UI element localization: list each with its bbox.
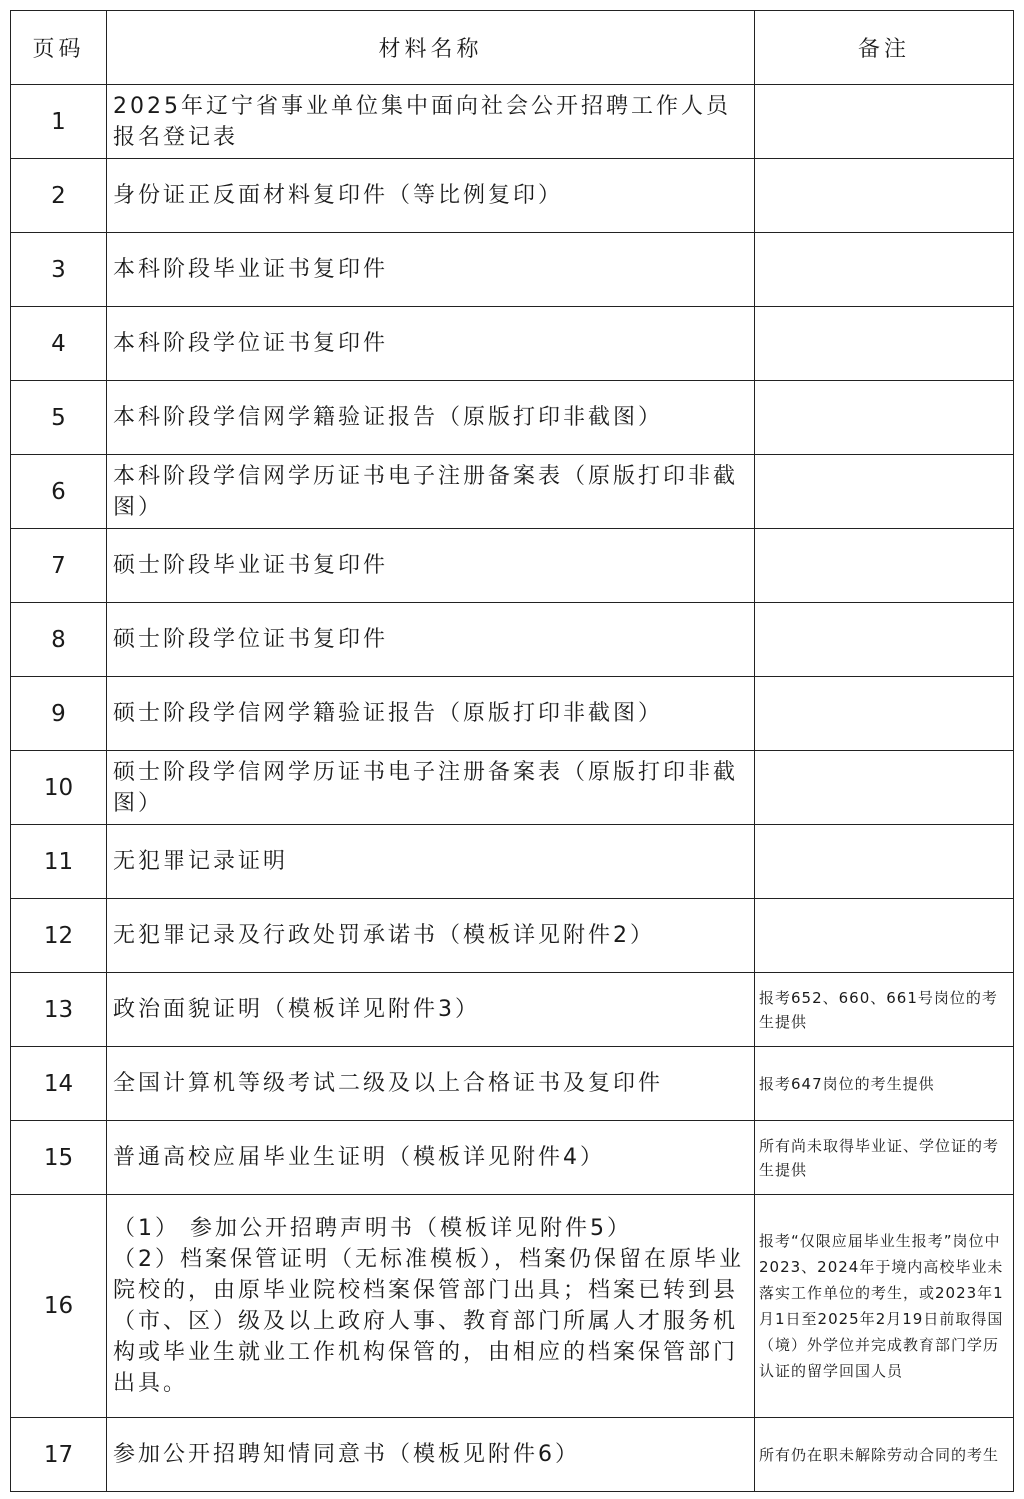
page-number-cell: 8 <box>11 603 107 677</box>
remark-cell: 报考647岗位的考生提供 <box>755 1047 1014 1121</box>
remark-cell <box>755 825 1014 899</box>
page-number-cell: 15 <box>11 1121 107 1195</box>
material-name-cell: 政治面貌证明（模板详见附件3） <box>107 973 755 1047</box>
page-number-cell: 7 <box>11 529 107 603</box>
page-number-cell: 12 <box>11 899 107 973</box>
material-name-cell: 无犯罪记录及行政处罚承诺书（模板详见附件2） <box>107 899 755 973</box>
header-row <box>11 11 1014 85</box>
material-name-cell: 身份证正反面材料复印件（等比例复印） <box>107 159 755 233</box>
material-name-cell: 硕士阶段学信网学籍验证报告（原版打印非截图） <box>107 677 755 751</box>
page-number-cell: 4 <box>11 307 107 381</box>
remark-cell <box>755 381 1014 455</box>
table-row <box>11 159 1014 233</box>
material-line-1: （1） 参加公开招聘声明书（模板详见附件5） <box>113 1216 632 1241</box>
material-name-cell: 2025年辽宁省事业单位集中面向社会公开招聘工作人员报名登记表 <box>107 85 755 159</box>
page-number-cell: 2 <box>11 159 107 233</box>
material-name-cell: 全国计算机等级考试二级及以上合格证书及复印件 <box>107 1047 755 1121</box>
page-number-cell: 5 <box>11 381 107 455</box>
material-name-cell: 硕士阶段毕业证书复印件 <box>107 529 755 603</box>
table-row <box>11 899 1014 973</box>
table-row <box>11 455 1014 529</box>
table-row <box>11 381 1014 455</box>
page-number-cell: 17 <box>11 1418 107 1492</box>
header-remark: 备注 <box>755 11 1014 85</box>
remark-cell <box>755 603 1014 677</box>
material-name-cell: 本科阶段毕业证书复印件 <box>107 233 755 307</box>
page-number-cell: 1 <box>11 85 107 159</box>
page-number-cell: 6 <box>11 455 107 529</box>
table-row <box>11 85 1014 159</box>
page-number-cell: 9 <box>11 677 107 751</box>
page-number-cell: 10 <box>11 751 107 825</box>
page-number-cell: 16 <box>11 1195 107 1418</box>
remark-cell <box>755 677 1014 751</box>
remark-cell <box>755 233 1014 307</box>
remark-cell: 所有仍在职未解除劳动合同的考生 <box>755 1418 1014 1492</box>
table-row <box>11 603 1014 677</box>
material-name-cell: 硕士阶段学信网学历证书电子注册备案表（原版打印非截图） <box>107 751 755 825</box>
remark-cell <box>755 307 1014 381</box>
material-name-cell: 普通高校应届毕业生证明（模板详见附件4） <box>107 1121 755 1195</box>
header-material-name: 材料名称 <box>107 11 755 85</box>
materials-sheet <box>10 10 1013 1492</box>
remark-cell <box>755 85 1014 159</box>
remark-cell <box>755 159 1014 233</box>
page-number-cell: 14 <box>11 1047 107 1121</box>
page-number-cell: 13 <box>11 973 107 1047</box>
table-row <box>11 233 1014 307</box>
table-row <box>11 307 1014 381</box>
remark-cell: 报考“仅限应届毕业生报考”岗位中2023、2024年于境内高校毕业未落实工作单位的考生，或2023年1月1日至2025年2月19日前取得国（境）外学位并完成教育部门学历认证的留学回国人员 <box>755 1195 1014 1418</box>
page-number-cell: 11 <box>11 825 107 899</box>
material-name-cell: 硕士阶段学位证书复印件 <box>107 603 755 677</box>
material-name-cell: 参加公开招聘知情同意书（模板见附件6） <box>107 1418 755 1492</box>
remark-cell <box>755 529 1014 603</box>
table-row <box>11 529 1014 603</box>
table-row <box>11 677 1014 751</box>
header-page-number: 页码 <box>11 11 107 85</box>
table-row <box>11 1121 1014 1195</box>
material-name-cell: 无犯罪记录证明 <box>107 825 755 899</box>
material-name-cell: 本科阶段学信网学历证书电子注册备案表（原版打印非截图） <box>107 455 755 529</box>
table-row <box>11 1047 1014 1121</box>
table-row <box>11 1195 1014 1418</box>
remark-cell <box>755 899 1014 973</box>
materials-table <box>10 10 1014 1492</box>
material-name-cell <box>107 1195 755 1418</box>
table-row <box>11 973 1014 1047</box>
table-row <box>11 1418 1014 1492</box>
material-name-cell: 本科阶段学信网学籍验证报告（原版打印非截图） <box>107 381 755 455</box>
table-row <box>11 825 1014 899</box>
remark-cell <box>755 455 1014 529</box>
material-line-2: （2）档案保管证明（无标准模板），档案仍保留在原毕业院校的，由原毕业院校档案保管部门出具；档案已转到县（市、区）级及以上政府人事、教育部门所属人才服务机构或毕业生就业工作机构保管的，由相应的档案保管部门出具。 <box>113 1247 744 1396</box>
material-name-cell: 本科阶段学位证书复印件 <box>107 307 755 381</box>
table-row <box>11 751 1014 825</box>
remark-cell: 报考652、660、661号岗位的考生提供 <box>755 973 1014 1047</box>
remark-cell: 所有尚未取得毕业证、学位证的考生提供 <box>755 1121 1014 1195</box>
remark-cell <box>755 751 1014 825</box>
page-number-cell: 3 <box>11 233 107 307</box>
